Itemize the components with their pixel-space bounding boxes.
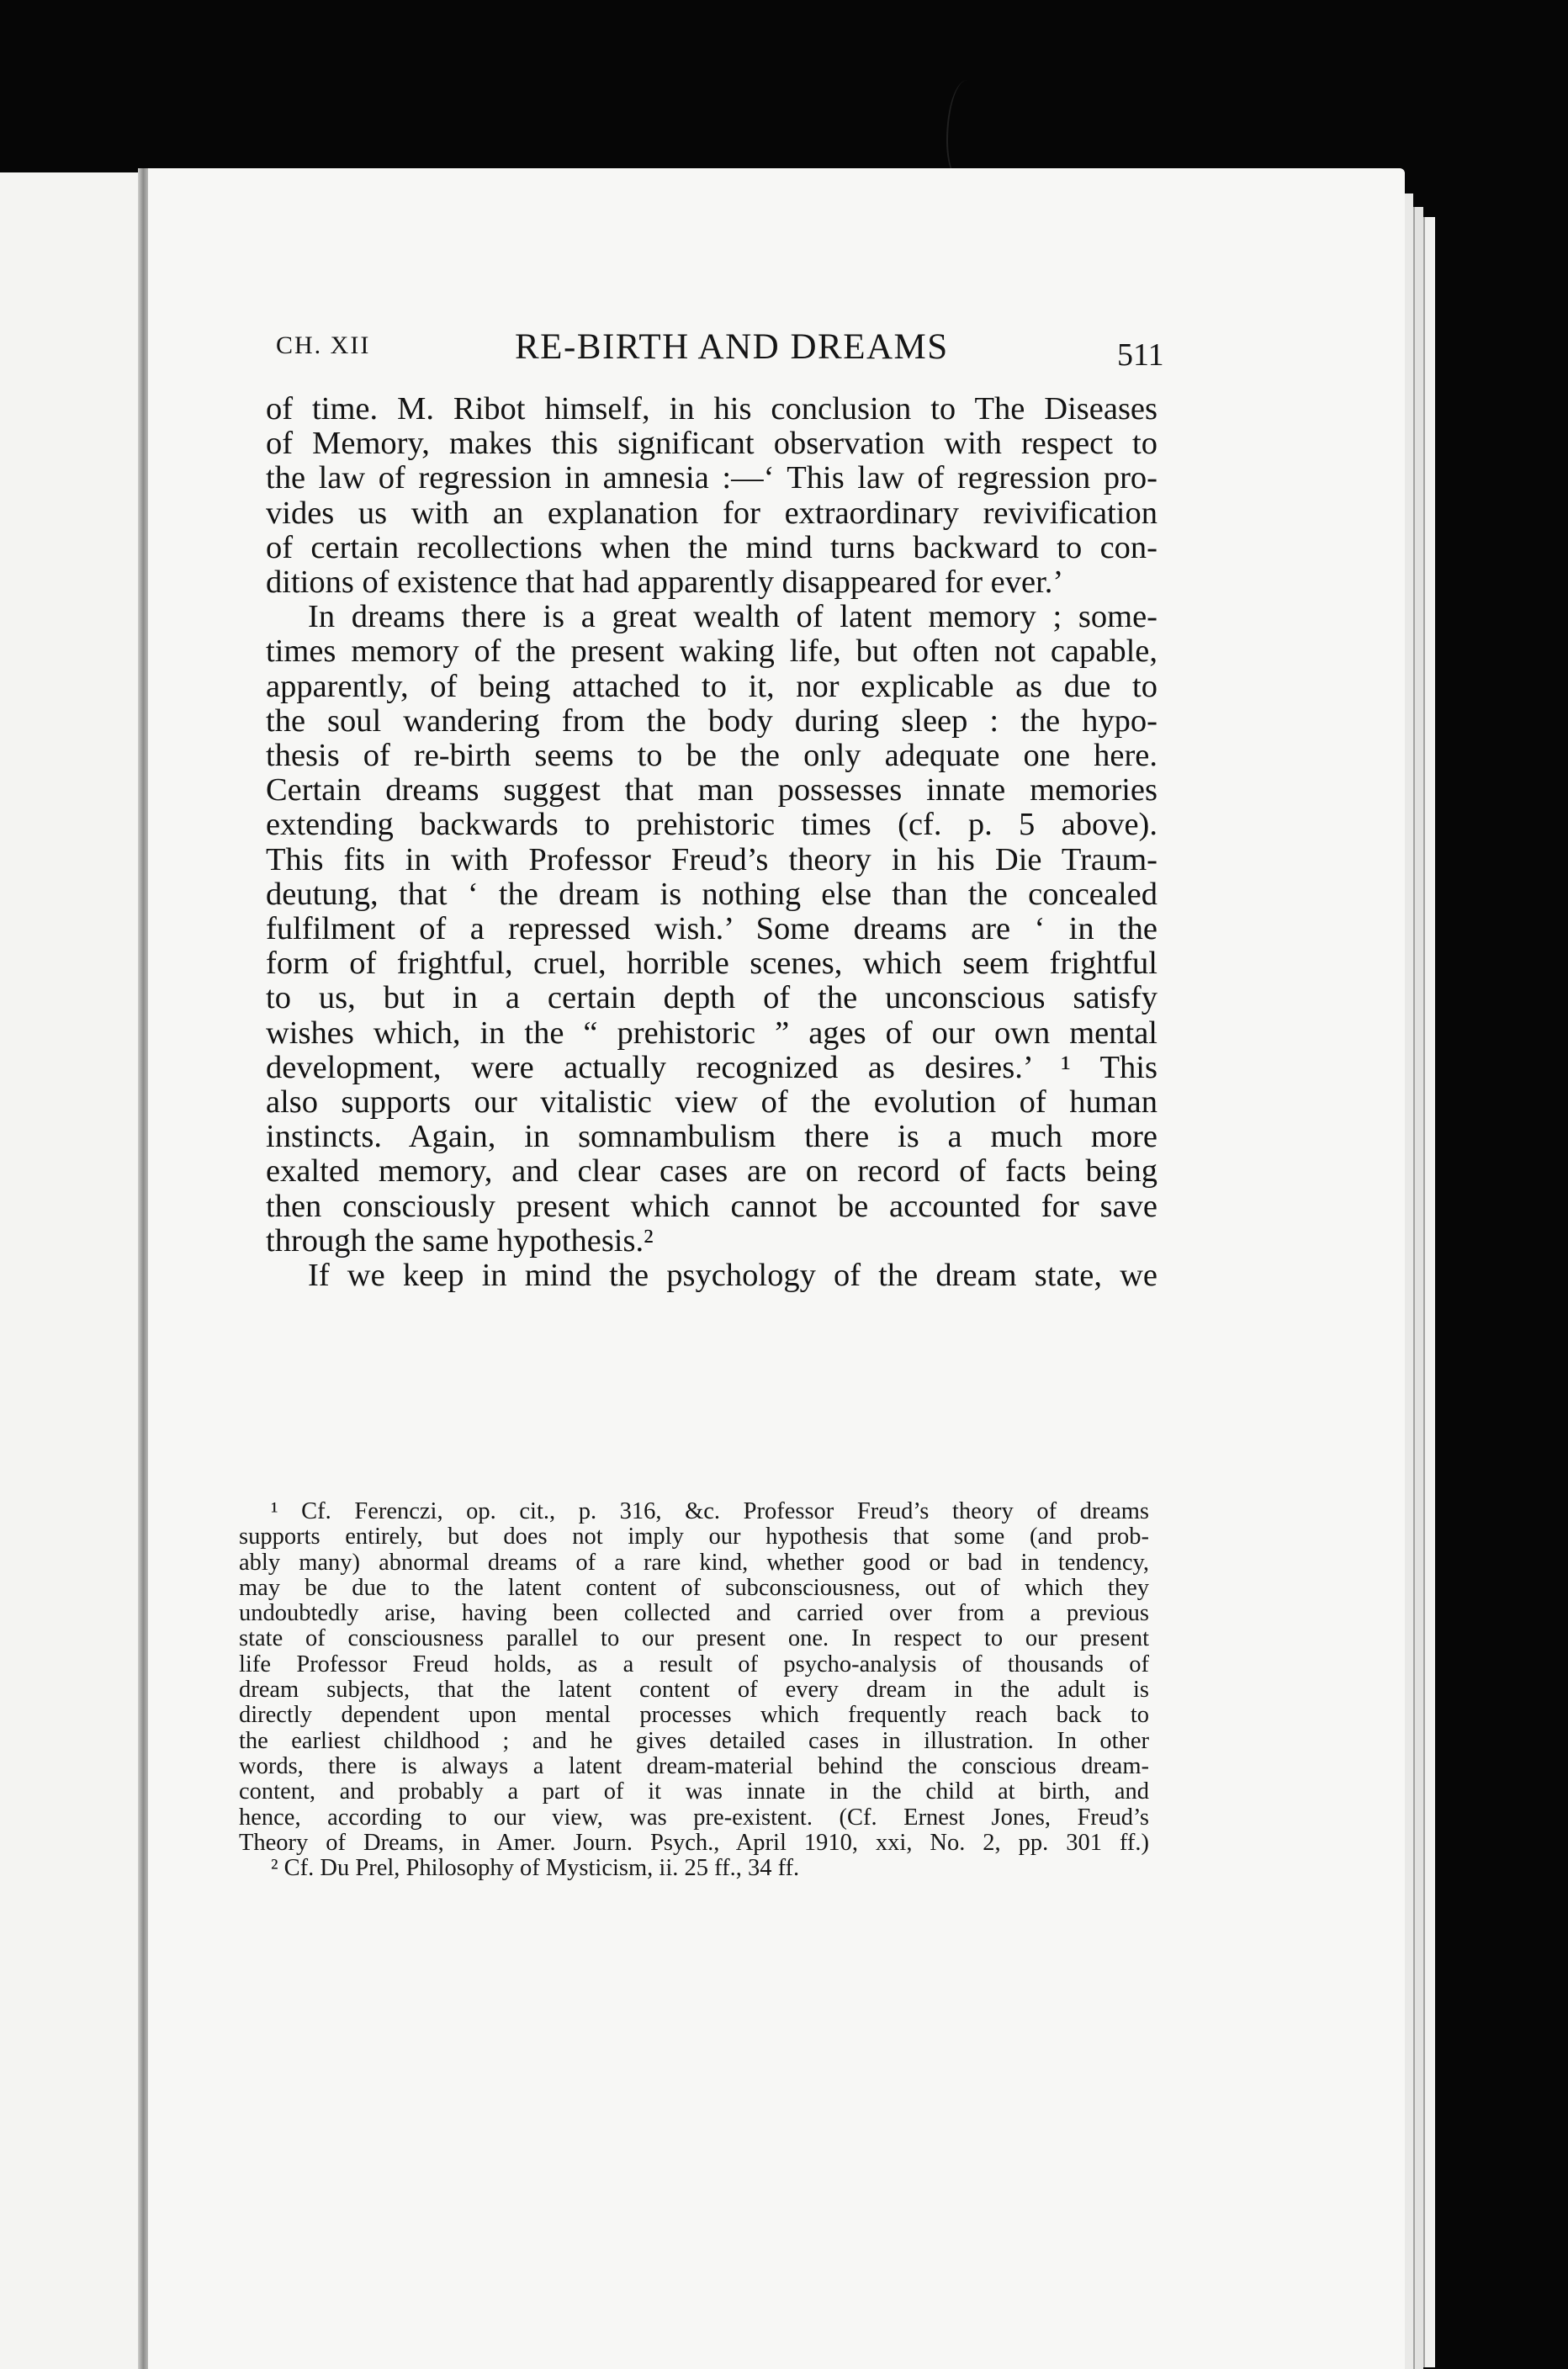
footnote-line: directly dependent upon mental processes which frequently reach back to (239, 1702, 1149, 1729)
footnotes (239, 1499, 1149, 1881)
footnote-line: ably many) abnormal dreams of a rare kind, whether good or bad in tendency, (239, 1549, 1149, 1576)
page-number: 511 (1117, 337, 1164, 373)
footnote-line: ¹ Cf. Ferenczi, op. cit., p. 316, &c. Professor Freud’s theory of dreams (271, 1498, 1149, 1524)
body-line: apparently, of being attached to it, nor explicable as due to (266, 668, 1157, 704)
body-line: If we keep in mind the psychology of the dream state, we (308, 1258, 1157, 1294)
body-line: to us, but in a certain depth of the unconscious satisfy (266, 980, 1157, 1016)
body-line: In dreams there is a great wealth of latent memory ; some- (308, 599, 1157, 635)
body-line: ditions of existence that had apparently disappeared for ever.’ (266, 564, 1064, 601)
body-line: exalted memory, and clear cases are on record of facts being (266, 1153, 1157, 1190)
body-line: the law of regression in amnesia :—‘ This law of regression pro- (266, 460, 1157, 496)
page-stack-edge (1413, 207, 1423, 2369)
body-line: fulfilment of a repressed wish.’ Some dreams are ‘ in the (266, 911, 1157, 947)
footnote-line: may be due to the latent content of subconsciousness, out of which they (239, 1574, 1149, 1601)
body-line: through the same hypothesis.² (266, 1222, 654, 1259)
footnote-line: supports entirely, but does not imply our hypothesis that some (and prob- (239, 1524, 1149, 1550)
footnote-line: Theory of Dreams, in Amer. Journ. Psych., April 1910, xxi, No. 2, pp. 301 ff.) (239, 1829, 1149, 1856)
body-line: times memory of the present waking life, but often not capable, (266, 633, 1157, 670)
body-line: vides us with an explanation for extraordinary revivification (266, 495, 1157, 531)
body-line: of time. M. Ribot himself, in his conclusion to The Diseases (266, 391, 1157, 427)
body-line: development, were actually recognized as desires.’ ¹ This (266, 1049, 1157, 1085)
body-line: This fits in with Professor Freud’s theory in his Die Traum- (266, 841, 1157, 877)
body-line: Certain dreams suggest that man possesses innate memories (266, 772, 1157, 808)
footnote-line: words, there is always a latent dream-material behind the conscious dream- (239, 1752, 1149, 1779)
body-line: instincts. Again, in somnambulism there is a much more (266, 1119, 1157, 1155)
body-line: then consciously present which cannot be accounted for save (266, 1188, 1157, 1224)
footnote-line: hence, according to our view, was pre-existent. (Cf. Ernest Jones, Freud’s (239, 1804, 1149, 1831)
body-line: of Memory, makes this significant observation with respect to (266, 426, 1157, 462)
footnote-line: content, and probably a part of it was innate in the child at birth, and (239, 1778, 1149, 1805)
footnote-line: life Professor Freud holds, as a result of psycho-analysis of thousands of (239, 1651, 1149, 1677)
footnote-line: dream subjects, that the latent content of every dream in the adult is (239, 1677, 1149, 1704)
left-page-edge (0, 172, 141, 2369)
footnote-line: ² Cf. Du Prel, Philosophy of Mysticism, ii. 25 ff., 34 ff. (271, 1855, 800, 1882)
page-stack-edge (1423, 217, 1435, 2367)
footnote-line: undoubtedly arise, having been collected and carried over from a previous (239, 1600, 1149, 1627)
body-line: also supports our vitalistic view of the evolution of human (266, 1084, 1157, 1121)
running-head (276, 326, 1176, 377)
body-line: thesis of re-birth seems to be the only adequate one here. (266, 738, 1157, 774)
footnote-line: state of consciousness parallel to our present one. In respect to our present (239, 1625, 1149, 1652)
body-line: of certain recollections when the mind turns backward to con- (266, 529, 1157, 565)
running-title: RE-BIRTH AND DREAMS (515, 327, 949, 367)
footnote-line: the earliest childhood ; and he gives detailed cases in illustration. In other (239, 1727, 1149, 1754)
body-line: extending backwards to prehistoric times (cf. p. 5 above). (266, 807, 1157, 843)
chapter-label: CH. XII (276, 331, 371, 359)
body-text (266, 392, 1157, 1293)
body-line: form of frightful, cruel, horrible scenes, which seem frightful (266, 946, 1157, 982)
scan-artifact-mark (946, 80, 982, 181)
body-line: the soul wandering from the body during sleep : the hypo- (266, 702, 1157, 739)
body-line: wishes which, in the “ prehistoric ” ages of our own mental (266, 1015, 1157, 1051)
body-line: deutung, that ‘ the dream is nothing else than the concealed (266, 876, 1157, 912)
